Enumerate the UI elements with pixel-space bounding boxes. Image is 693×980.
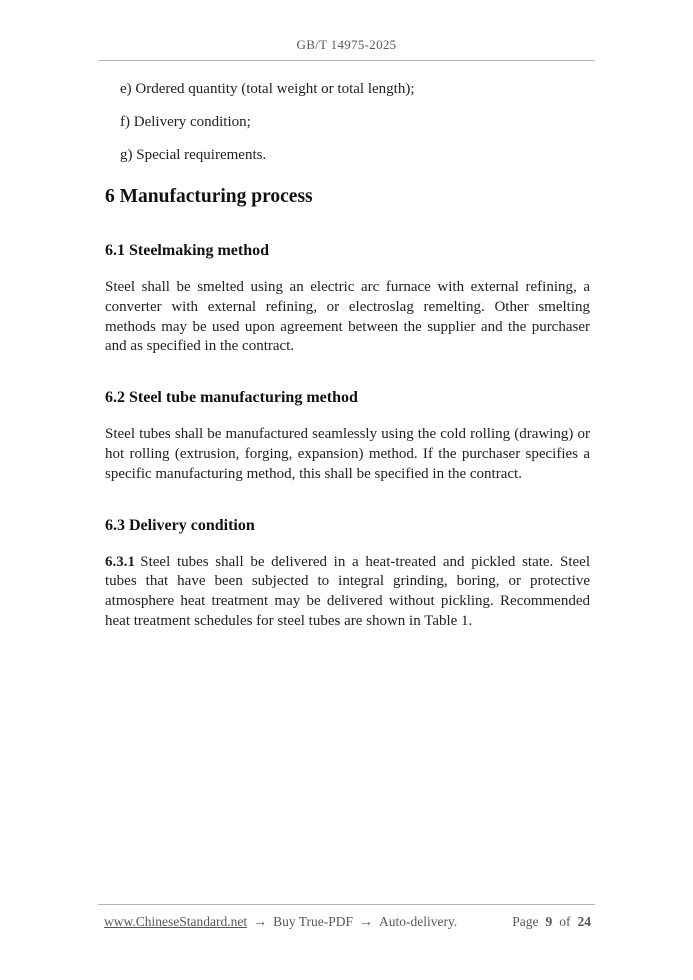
arrow-right-icon: → (359, 915, 374, 930)
subsection-heading-6-3: 6.3 Delivery condition (105, 516, 255, 534)
list-item-e: e) Ordered quantity (total weight or total length); (120, 81, 415, 97)
footer-rule (98, 904, 595, 905)
page-header (0, 0, 693, 61)
footer-step-delivery: Auto-delivery. (379, 914, 458, 929)
subsection-heading-6-1: 6.1 Steelmaking method (105, 242, 269, 259)
arrow-right-icon: → (253, 915, 268, 930)
paragraph-tube-manufacturing: Steel tubes shall be manufactured seamlessly using the cold rolling (drawing) or hot rolling (extrusion, forging, expansion) method. If the purchaser specifies a specific manufacturing method, this shall be specified in the contract. (105, 426, 590, 482)
ordering-list (105, 79, 590, 165)
standard-number: GB/T 14975-2025 (296, 37, 397, 52)
paragraph-steelmaking: Steel shall be smelted using an electric arc furnace with external refining, a converter with external refining, or electroslag remelting. Other smelting methods may be used upon agreement between the supplier and the purchaser and as specified in the contract. (105, 279, 590, 355)
footer-info (104, 914, 457, 931)
page-footer (98, 904, 595, 931)
page-indicator (512, 914, 591, 930)
list-item-f: f) Delivery condition; (120, 114, 251, 130)
section-heading: 6 Manufacturing process (105, 186, 313, 207)
list-item-g: g) Special requirements. (120, 147, 267, 163)
page-current-number: 9 (545, 914, 553, 929)
subsection-heading-6-2: 6.2 Steel tube manufacturing method (105, 389, 358, 407)
page-label: Page (512, 914, 539, 929)
paragraph-delivery-condition (105, 553, 590, 632)
document-content (105, 79, 590, 632)
clause-number: 6.3.1 (105, 553, 135, 570)
footer-row (98, 914, 595, 931)
clause-text: Steel tubes shall be delivered in a heat-treated and pickled state. Steel tubes that have been subjected to integral grinding, boring, or protective atmosphere heat treatment may be delivered without pickling. Recommended heat treatment schedules for steel tubes are shown in Table 1. (105, 553, 590, 629)
of-label: of (559, 914, 571, 929)
header-rule (98, 60, 595, 61)
footer-link[interactable]: www.ChineseStandard.net (104, 914, 248, 929)
footer-step-buy: Buy True-PDF (273, 914, 354, 929)
page-total-number: 24 (577, 914, 591, 929)
